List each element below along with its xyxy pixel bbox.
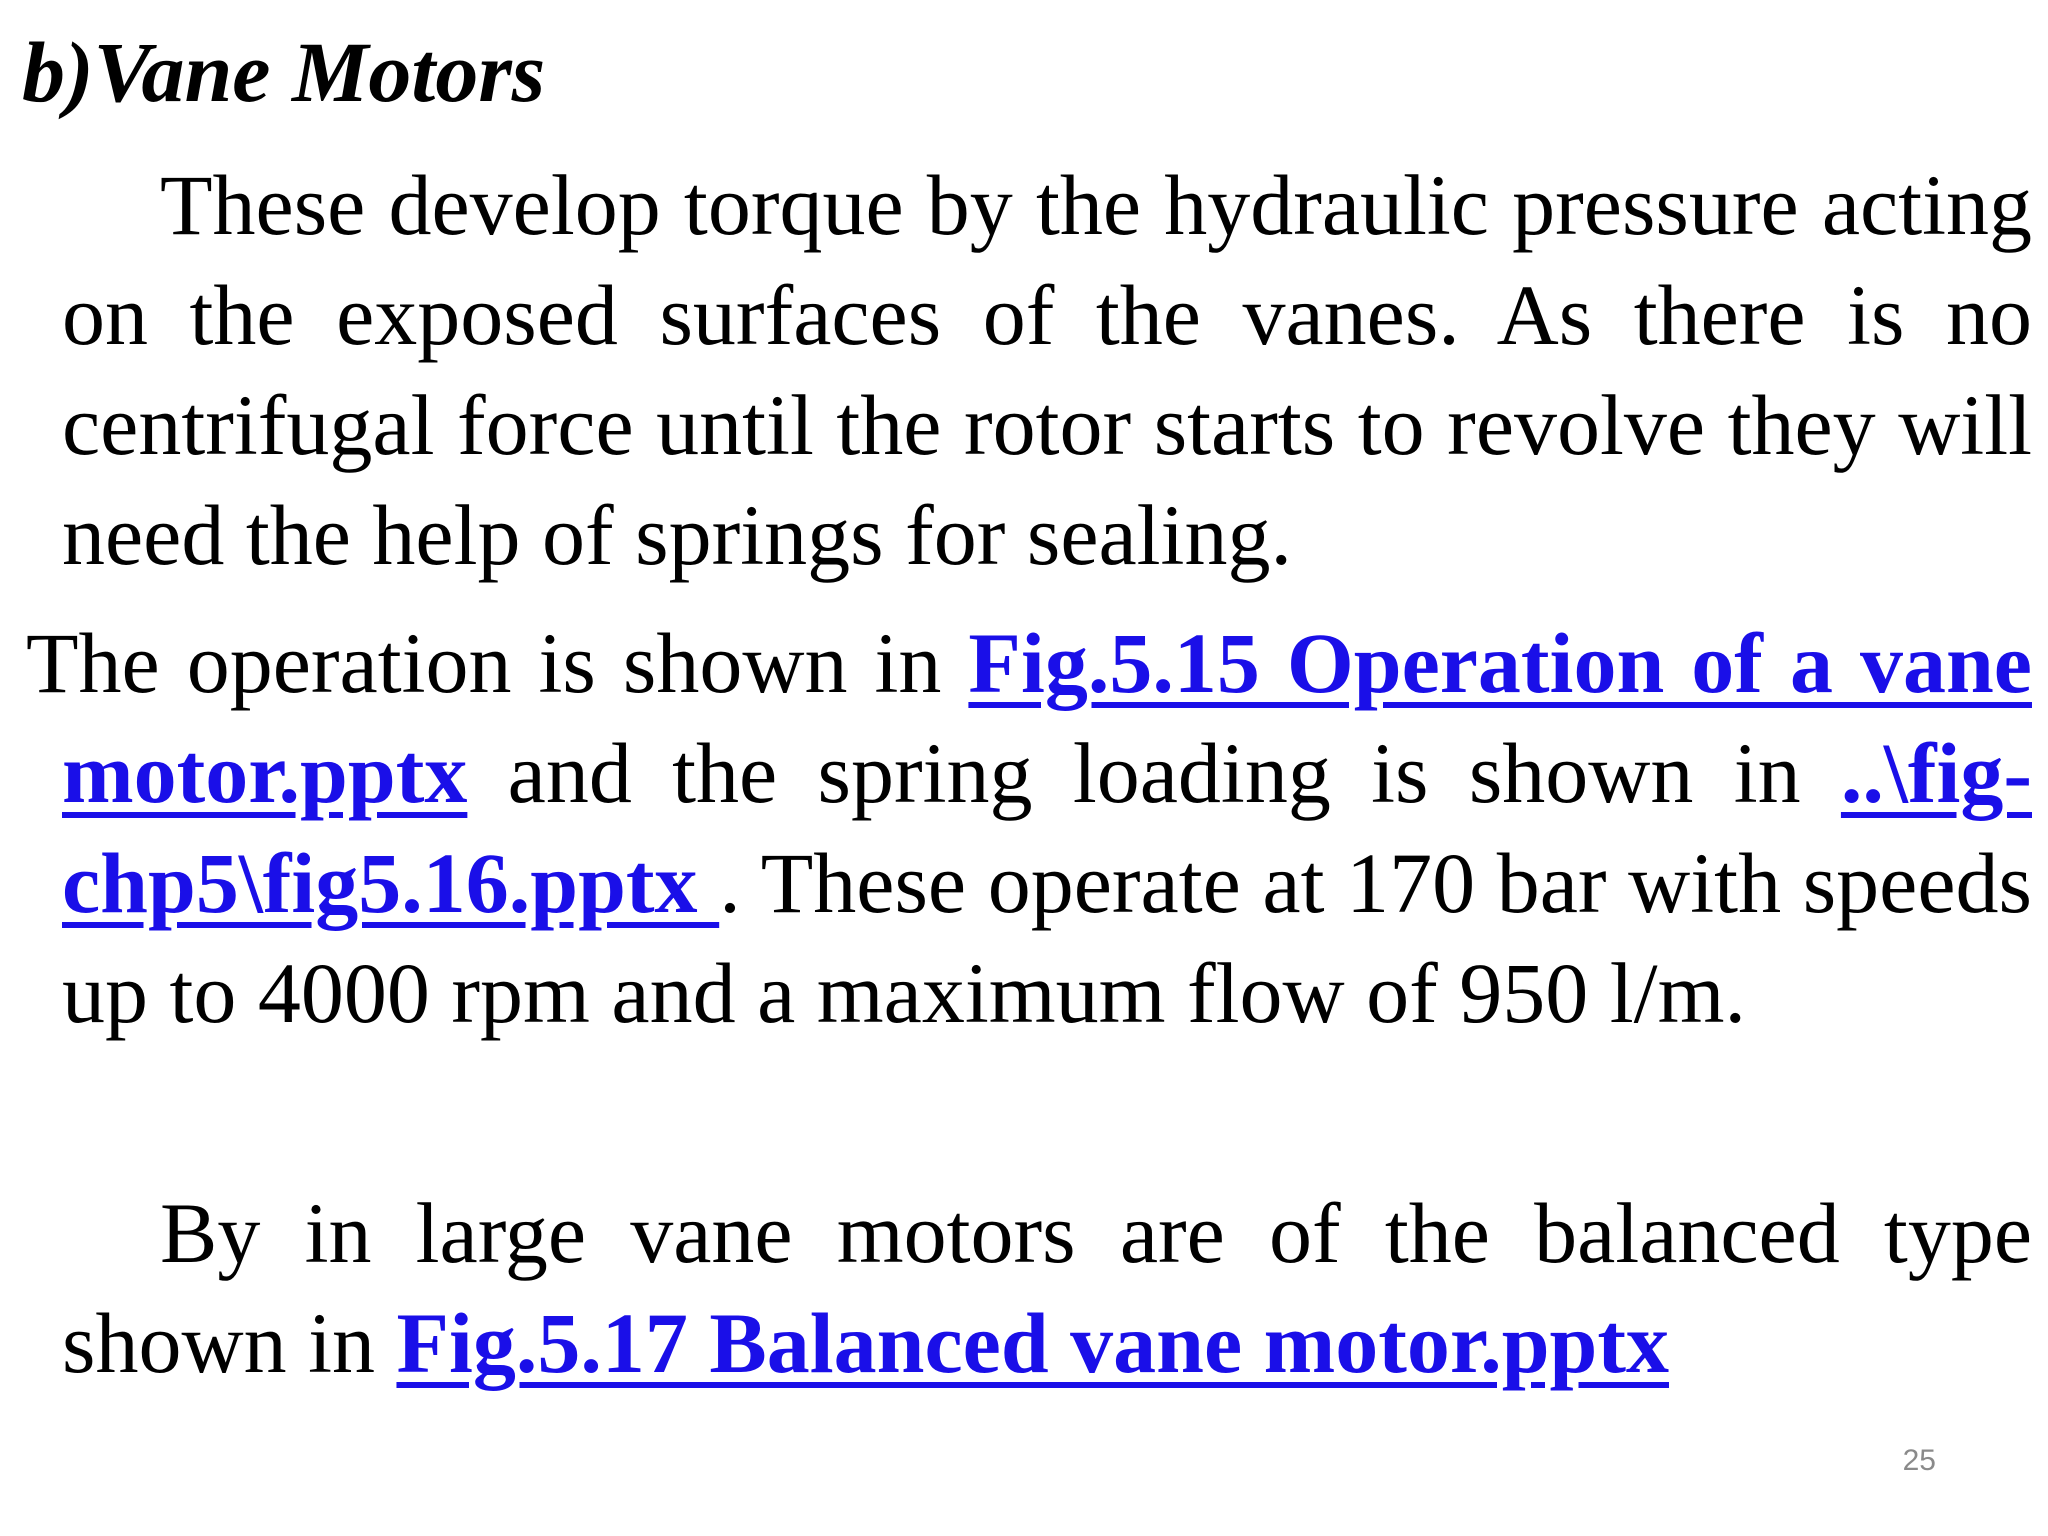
spring-loading-text: and the spring loading is shown in xyxy=(467,725,1841,821)
slide-title: b)Vane Motors xyxy=(22,24,546,120)
link-fig-5-15[interactable]: Fig.5.15 Operation of a vane motor.pptx xyxy=(62,615,2032,821)
link-fig-5-17[interactable]: Fig.5.17 Balanced vane motor.pptx xyxy=(396,1295,1669,1391)
paragraph-torque-text: These develop torque by the hydraulic pressure acting on the exposed surfaces of the vanes. As there is no centrifugal force until the rotor starts to revolve they will need the help of springs for sealing. xyxy=(62,157,2032,583)
paragraph-torque xyxy=(62,150,2032,590)
balanced-type-text: By in large vane motors are of the balanced type shown in xyxy=(62,1185,2032,1391)
operation-intro-text: The operation is shown in xyxy=(26,615,969,711)
page-number: 25 xyxy=(1902,1444,1936,1477)
link-fig-5-16[interactable]: ..\fig-chp5\fig5.16.pptx xyxy=(62,725,2032,931)
paragraph-operation xyxy=(26,608,2032,1048)
paragraph-balanced xyxy=(62,1178,2032,1398)
operating-specs-text: . These operate at 170 bar with speeds up to 4000 rpm and a maximum flow of 950 l/m. xyxy=(62,835,2032,1041)
